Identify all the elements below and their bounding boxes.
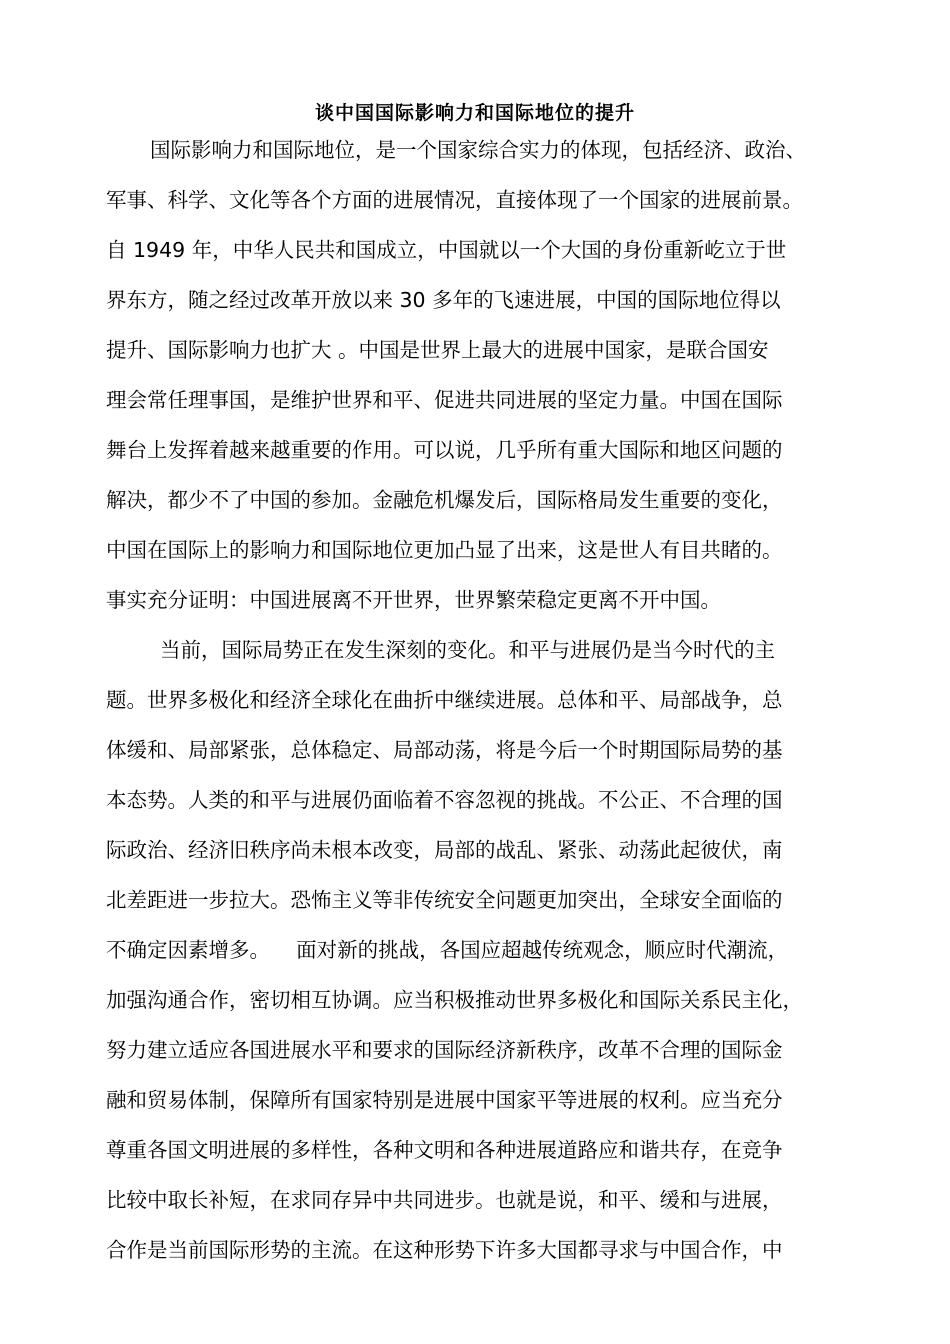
body-line: 合作是当前国际形势的主流。在这种形势下许多大国都寻求与中国合作，中 <box>106 1238 783 1262</box>
body-line: 当前，国际局势正在发生深刻的变化。和平与进展仍是当今时代的主 <box>160 638 775 662</box>
body-line: 自 1949 年，中华人民共和国成立，中国就以一个大国的身份重新屹立于世 <box>106 238 787 262</box>
body-line: 比较中取长补短，在求同存异中共同进步。也就是说，和平、缓和与进展， <box>106 1188 783 1212</box>
body-line: 融和贸易体制，保障所有国家特别是进展中国家平等进展的权利。应当充分 <box>106 1088 783 1112</box>
body-line: 努力建立适应各国进展水平和要求的国际经济新秩序，改革不合理的国际金 <box>106 1038 783 1062</box>
body-line: 中国在国际上的影响力和国际地位更加凸显了出来，这是世人有目共睹的。 <box>106 538 783 562</box>
body-line: 国际影响力和国际地位，是一个国家综合实力的体现，包括经济、政治、 <box>150 138 806 162</box>
body-line: 军事、科学、文化等各个方面的进展情况，直接体现了一个国家的进展前景。 <box>106 188 803 212</box>
body-line: 尊重各国文明进展的多样性，各种文明和各种进展道路应和谐共存，在竞争 <box>106 1138 783 1162</box>
body-line: 解决，都少不了中国的参加。金融危机爆发后，国际格局发生重要的变化， <box>106 488 783 512</box>
body-line: 理会常任理事国，是维护世界和平、促进共同进展的坚定力量。中国在国际 <box>106 388 783 412</box>
body-line: 北差距进一步拉大。恐怖主义等非传统安全问题更加突出，全球安全面临的 <box>106 888 783 912</box>
body-line: 舞台上发挥着越来越重要的作用。可以说，几乎所有重大国际和地区问题的 <box>106 438 783 462</box>
document-title: 谈中国国际影响力和国际地位的提升 <box>314 102 635 124</box>
body-line: 不确定因素增多。 面对新的挑战，各国应超越传统观念，顺应时代潮流， <box>106 938 789 962</box>
body-line: 题。世界多极化和经济全球化在曲折中继续进展。总体和平、局部战争，总 <box>106 688 783 712</box>
body-line: 加强沟通合作，密切相互协调。应当积极推动世界多极化和国际关系民主化， <box>106 988 803 1012</box>
body-line: 本态势。人类的和平与进展仍面临着不容忽视的挑战。不公正、不合理的国 <box>106 788 783 812</box>
body-line: 事实充分证明：中国进展离不开世界，世界繁荣稳定更离不开中国。 <box>106 588 721 612</box>
body-line: 提升、国际影响力也扩大 。中国是世界上最大的进展中国家，是联合国安 <box>106 338 769 362</box>
body-line: 际政治、经济旧秩序尚未根本改变，局部的战乱、紧张、动荡此起彼伏，南 <box>106 838 783 862</box>
body-line: 体缓和、局部紧张，总体稳定、局部动荡，将是今后一个时期国际局势的基 <box>106 738 783 762</box>
body-line: 界东方，随之经过改革开放以来 30 多年的飞速进展，中国的国际地位得以 <box>106 288 781 312</box>
